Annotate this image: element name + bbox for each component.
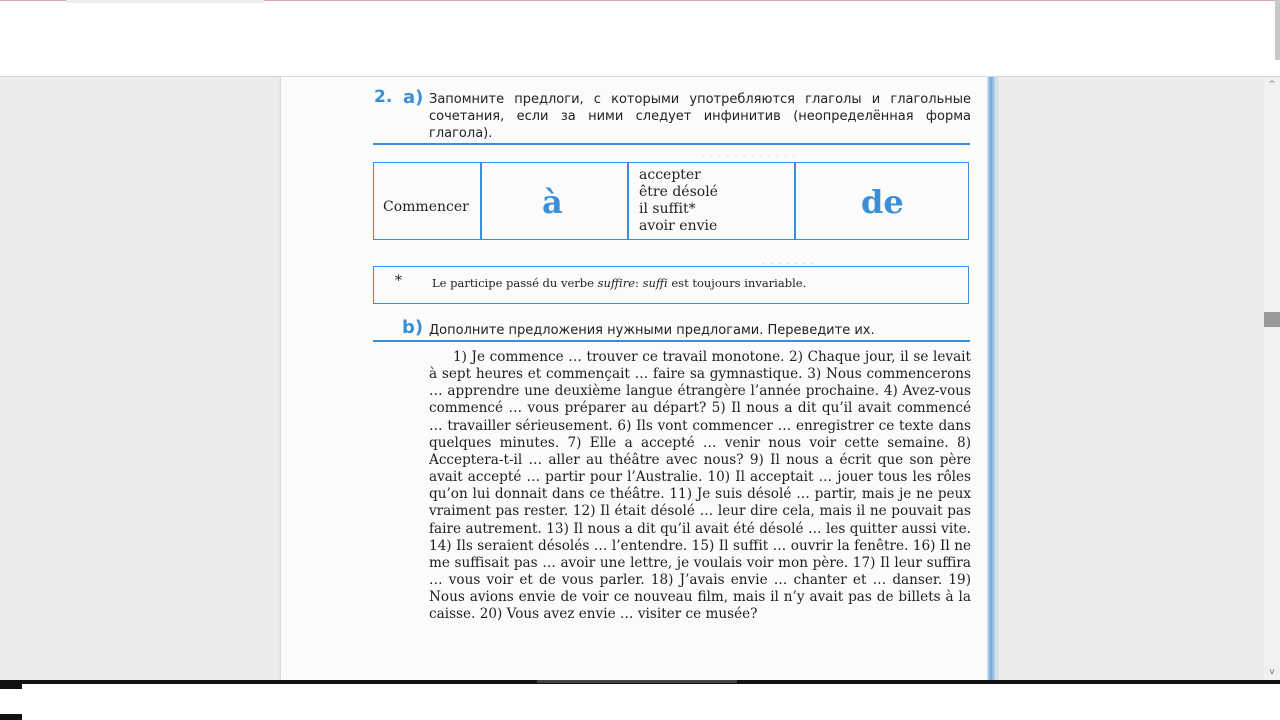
footnote-box <box>373 266 969 304</box>
commencer-label: Commencer <box>383 199 469 215</box>
preposition-de: de <box>861 183 904 221</box>
taskbar-marker <box>0 714 22 720</box>
bleed-through-text: · · · · · · · <box>761 257 815 272</box>
part-b-label: b) <box>402 317 424 338</box>
part-a-label: a) <box>403 87 424 108</box>
page-edge <box>987 77 997 680</box>
footnote-star: * <box>395 273 402 289</box>
part-b-instruction: Дополните предложения нужными предлогами. Переведите их. <box>429 323 875 338</box>
browser-tab[interactable] <box>66 0 264 3</box>
textbook-page <box>281 77 997 680</box>
exercise-sentences: 1) Je commence … trouver ce travail monotone. 2) Chaque jour, il se levait à sept heures et commençait … faire sa gymnastique. 3) Nous commencerons … apprendre une deuxième langue étrangère l’année prochaine. 4) Avez-vous commencé … vous préparer au départ? 5) Il nous a dit qu’il avait commencé … travailler sérieusement. 6) Ils vont commencer … enregistrer ce texte dans quelques minutes. 7) Elle a accepté … venir nous voir cette semaine. 8) Acceptera-t-il … aller au théâtre avec nous? 9) Il nous a écrit que son père avait accepté … partir pour l’Australie. 10) Il acceptait … jouer tous les rôles qu’on lui donnait dans ce théâtre. 11) Je suis désolé … partir, mais je ne peux vraiment pas rester. 12) Il était désolé … leur dire cela, mais il ne pouvait pas faire autrement. 13) Il nous a dit qu’il avait été désolé … les quitter aussi vite. 14) Ils seraient désolés … l’entendre. 15) Il suffit … ouvrir la fenêtre. 16) Il ne me suffisait pas … avoir une lettre, je voulais voir mon père. 17) Il leur suffira … vous voir et de vous parler. 18) J’avais envie … chanter et … danser. 19) Nous avions envie de voir ce nouveau film, mais il n’y avait pas de billets à la caisse. 20) Vous avez envie … visiter ce musée? <box>429 349 971 623</box>
table-divider <box>627 163 629 239</box>
footnote-part: Le participe passé du verbe <box>432 276 598 290</box>
footnote-verb: suffire <box>597 276 636 290</box>
scroll-thumb[interactable] <box>1264 312 1280 327</box>
footnote-text <box>432 276 806 290</box>
table-divider <box>480 163 482 239</box>
window-edge <box>1275 0 1280 60</box>
verbs-with-de-list <box>639 167 718 235</box>
taskbar <box>0 680 1280 720</box>
list-item: il suffit* <box>639 201 696 217</box>
divider-rule <box>373 340 970 342</box>
scroll-down-icon[interactable]: v <box>1269 667 1275 677</box>
document-viewer[interactable] <box>0 77 1280 680</box>
browser-toolbar <box>0 0 1280 77</box>
part-a-instruction: Запомните предлоги, с которыми употребляются глаголы и глагольные сочетания, если за ними следует инфинитив (неопределённая форма глагола). <box>429 92 971 141</box>
bleed-through-text: · · · · · · · · · · · · <box>701 149 797 164</box>
taskbar-segment <box>537 680 737 683</box>
divider-rule <box>373 143 970 145</box>
preposition-a: à <box>542 183 563 221</box>
preposition-table <box>373 162 969 240</box>
list-item: avoir envie <box>639 218 718 234</box>
taskbar-marker <box>0 684 22 689</box>
list-item: être désolé <box>639 184 718 200</box>
footnote-participle: suffi <box>642 276 668 290</box>
scroll-up-icon[interactable]: ^ <box>1268 80 1276 90</box>
exercise-number: 2. <box>374 87 393 107</box>
table-divider <box>794 163 796 239</box>
list-item: accepter <box>639 167 701 183</box>
footnote-part: : <box>635 276 643 290</box>
footnote-part: est toujours invariable. <box>667 276 807 290</box>
vertical-scrollbar[interactable] <box>1264 77 1280 680</box>
